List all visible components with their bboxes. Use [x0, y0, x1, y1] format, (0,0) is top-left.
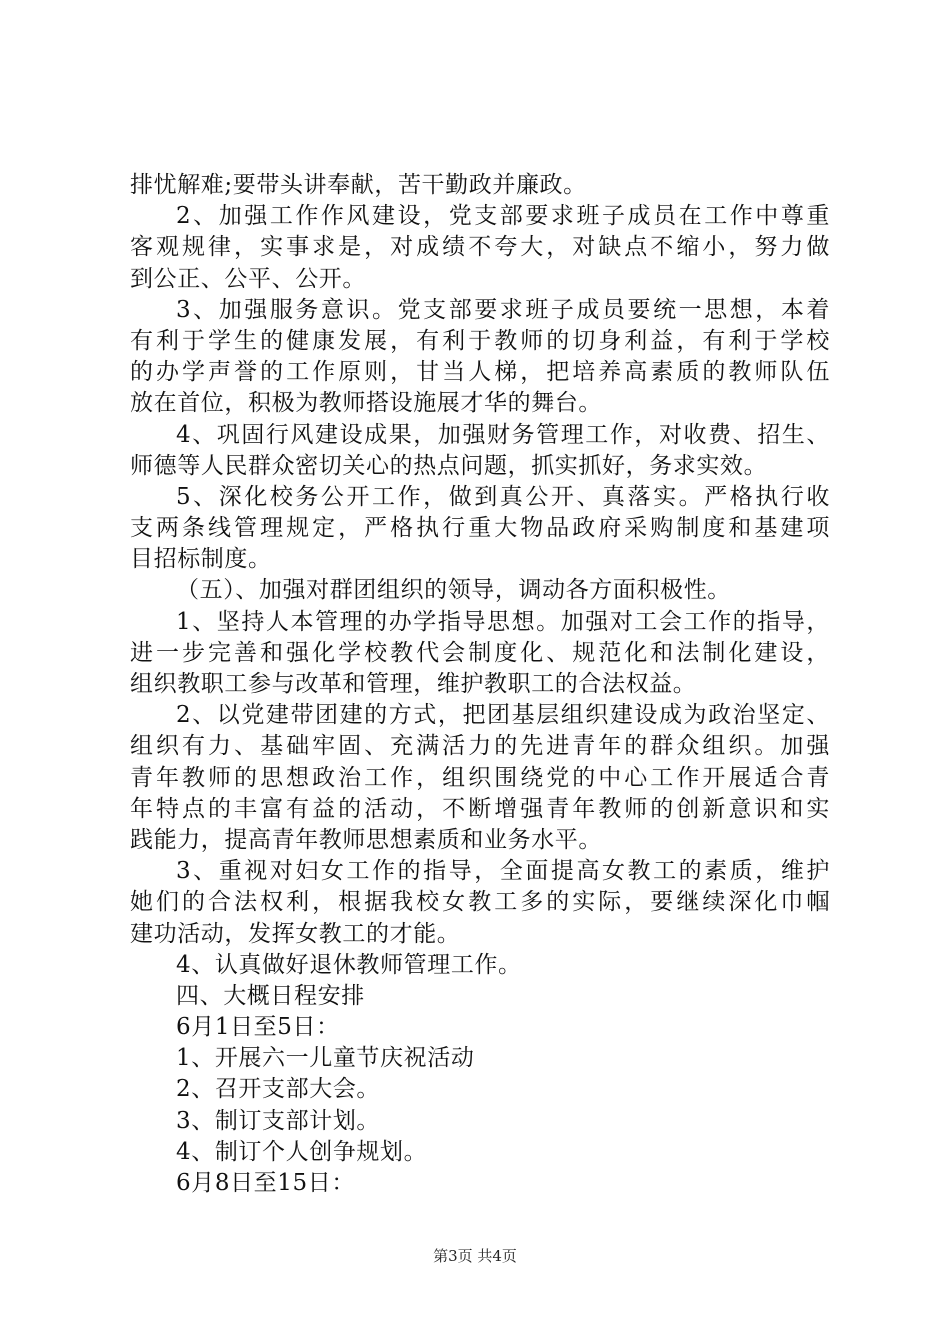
- text-line: 3、重视对妇女工作的指导，全面提高女教工的素质，维护: [176, 858, 830, 885]
- text-line: 3、加强服务意识。党支部要求班子成员要统一思想，本着: [176, 296, 830, 323]
- text-line: 组织教职工参与改革和管理，维护教职工的合法权益。: [130, 671, 697, 697]
- text-line: 四、大概日程安排: [176, 982, 365, 1009]
- text-line: 目招标制度。: [130, 546, 272, 573]
- text-line: 1、开展六一儿童节庆祝活动: [176, 1045, 475, 1072]
- text-line: 组织有力、基础牢固、充满活力的先进青年的群众组织。加强: [130, 733, 830, 760]
- text-line: 她们的合法权利，根据我校女教工多的实际，要继续深化巾帼: [130, 889, 830, 916]
- text-line: 支两条线管理规定，严格执行重大物品政府采购制度和基建项: [130, 515, 830, 542]
- text-line: 1、坚持人本管理的办学指导思想。加强对工会工作的指导，: [176, 608, 830, 635]
- page-footer: 第3页 共4页: [433, 1247, 517, 1265]
- text-line: 6月1日至5日：: [176, 1014, 340, 1041]
- text-line: 4、认真做好退休教师管理工作。: [176, 951, 522, 978]
- text-line: 5、深化校务公开工作，做到真公开、真落实。严格执行收: [176, 483, 830, 510]
- text-line: 进一步完善和强化学校教代会制度化、规范化和法制化建设，: [130, 639, 830, 666]
- text-line: 年特点的丰富有益的活动，不断增强青年教师的创新意识和实: [130, 795, 830, 822]
- text-line: 青年教师的思想政治工作，组织围绕党的中心工作开展适合青: [130, 764, 830, 791]
- text-line: 践能力，提高青年教师思想素质和业务水平。: [130, 826, 602, 853]
- text-line: 3、制订支部计划。: [176, 1107, 381, 1134]
- text-line: 2、以党建带团建的方式，把团基层组织建设成为政治坚定、: [176, 702, 830, 729]
- text-line: 有利于学生的健康发展，有利于教师的切身利益，有利于学校: [130, 327, 830, 354]
- text-line: （五）、加强对群团组织的领导，调动各方面积极性。: [176, 577, 731, 604]
- text-line: 排忧解难;要带头讲奉献，苦干勤政并廉政。: [130, 172, 587, 198]
- text-line: 客观规律，实事求是，对成绩不夸大，对缺点不缩小，努力做: [130, 234, 830, 261]
- text-line: 4、巩固行风建设成果，加强财务管理工作，对收费、招生、: [176, 421, 830, 448]
- text-line: 的办学声誉的工作原则，甘当人梯，把培养高素质的教师队伍: [130, 359, 830, 386]
- text-line: 4、制订个人创争规划。: [176, 1138, 428, 1165]
- text-line: 师德等人民群众密切关心的热点问题，抓实抓好，务求实效。: [130, 452, 768, 479]
- text-line: 2、召开支部大会。: [176, 1076, 381, 1103]
- text-line: 2、加强工作作风建设，党支部要求班子成员在工作中尊重: [176, 203, 830, 230]
- text-line: 建功活动，发挥女教工的才能。: [130, 920, 461, 947]
- text-line: 放在首位，积极为教师搭设施展才华的舞台。: [130, 390, 602, 417]
- text-line: 6月8日至15日：: [176, 1170, 355, 1196]
- document-body: [130, 170, 830, 1199]
- text-line: 到公正、公平、公开。: [130, 265, 366, 292]
